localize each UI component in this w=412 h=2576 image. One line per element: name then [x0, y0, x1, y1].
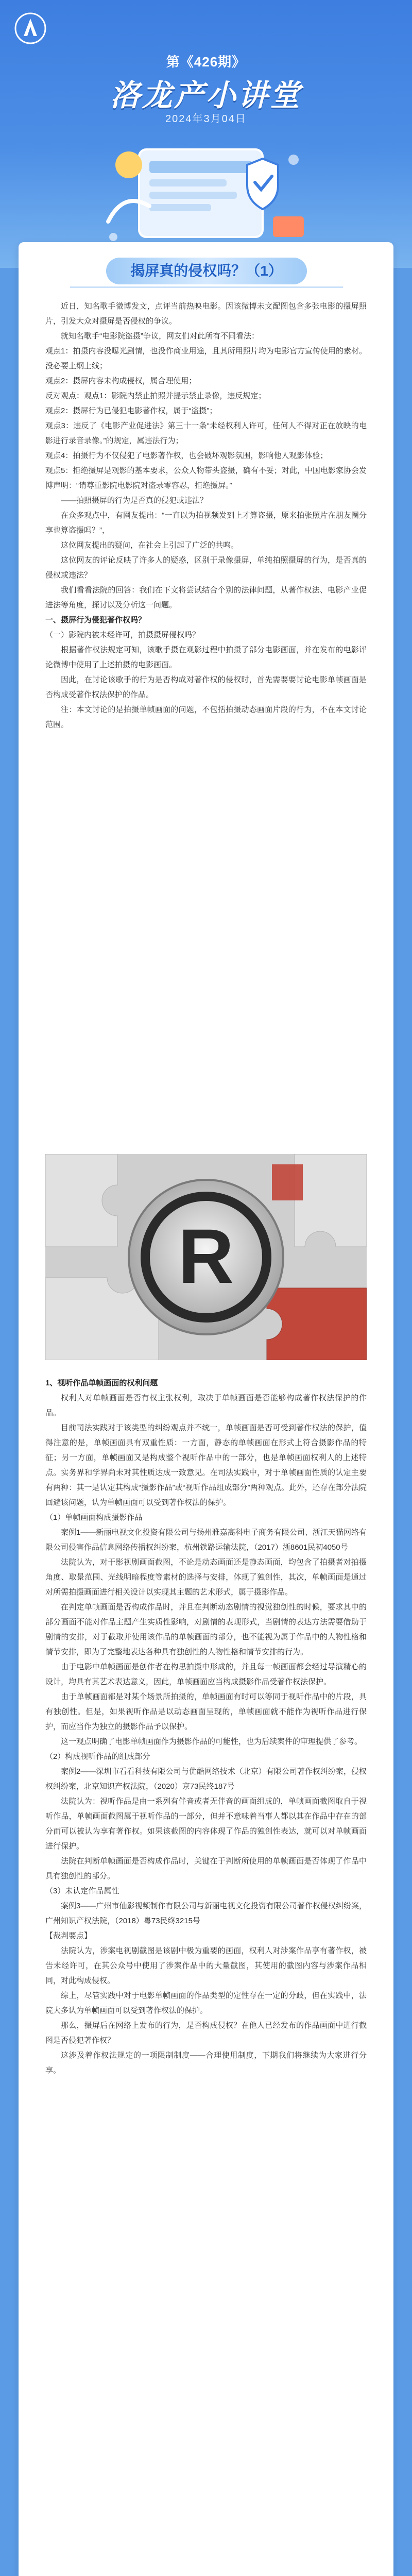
article-paragraph: （3）未认定作品属性 [45, 1887, 119, 1895]
article-paragraph: 法院在判断单帧画面是否构成作品时，关键在于判断所使用的单帧画面是否体现了作品中具有独创性的部分。 [45, 1857, 367, 1880]
article-section-2 [45, 1376, 367, 2078]
article-paragraph: 权利人对单帧画面是否有权主张权利，取决于单帧画面是否能够构成著作权法保护的作品。 [45, 1394, 367, 1417]
article-paragraph: 那么，摄屏后在网络上发布的行为，是否构成侵权？在他人已经发布的作品画面中进行截图是否侵犯著作权？ [45, 2021, 367, 2045]
article-title-banner [106, 258, 307, 284]
article-paragraph: 这位网友的评论反映了许多人的疑惑，区别于录像摄屏，单纯拍照摄屏的行为，是否真的侵权或违法？ [45, 556, 367, 580]
registered-trademark-photo [45, 1154, 367, 1360]
article-paragraph: 观点2：摄屏内容未构成侵权，属合理使用； [45, 377, 197, 385]
article-paragraph: 【裁判要点】 [45, 1931, 92, 1940]
brand-title: 洛龙产小讲堂 [110, 79, 302, 112]
title-underline [70, 286, 343, 288]
svg-text:R: R [178, 1213, 234, 1299]
issue-number: 第《426期》 [166, 54, 246, 70]
article-paragraph: 综上，尽管实践中对于电影单帧画面的作品类型的定性存在一定的分歧，但在实践中，法院大多认为单帧画面可以受到著作权法的保护。 [45, 1991, 367, 2015]
article-paragraph: 案例1——新丽电视文化投资有限公司与扬州雅嘉高科电子商务有限公司、浙江天猫网络有限公司侵害作品信息网络传播权纠纷案，杭州铁路运输法院，（2017）浙8601民初4050号 [45, 1528, 367, 1552]
header-banner [0, 0, 412, 268]
article-paragraph: （1）单帧画面构成摄影作品 [45, 1513, 143, 1522]
article-paragraph: 反对观点：观点1：影院内禁止拍照并提示禁止录像，违反规定； [45, 392, 266, 400]
section-heading: 1、视听作品单帧画面的权利问题 [45, 1379, 158, 1387]
article-paragraph: 观点4：拍摄行为不仅侵犯了电影著作权，也会破坏观影氛围，影响他人观影体验； [45, 451, 328, 460]
article-paragraph: 近日，知名歌手微博发文，点评当前热映电影。因该微博未文配图包含多张电影的摄屏照片，引发大众对摄屏是否侵权的争议。 [45, 302, 367, 326]
article-paragraph: 这一观点明确了电影单帧画面作为摄影作品的可能性，也为后续案件的审理提供了参考。 [61, 1737, 363, 1746]
article-section-1 [45, 299, 367, 732]
article-paragraph: 在判定单帧画面是否构成作品时，并且在判断动态剧情的视觉独创性的时候，要求其中的部分画面不能对作品主题产生实质性影响，对剧情的表现形式，当剧情的表达方法需要借助于剧情的安排，对于截取并使用该作品的单帧画面的部分，也不能视为属于作品中的人物性格和情节安排，即为了完整地表达各种具有独创性的人物性格和情节安排的行为。 [45, 1603, 367, 1656]
article-paragraph: 观点5：拒绝摄屏是观影的基本要求，公众人物带头盗摄，确有不妥；对此，中国电影家协会发博声明：“请尊重影院电影院对盗录零容忍，拒绝摄屏。” [45, 466, 367, 490]
article-paragraph: 观点3：违反了《电影产业促进法》第三十一条“未经权利人许可，任何人不得对正在放映的电影进行录音录像。”的规定，属违法行为； [45, 421, 367, 445]
logo-icon [14, 12, 46, 44]
article-paragraph: 在众多观点中，有网友提出：“一直以为拍视频发到上才算盗摄，原来拍张照片在朋友圈分享也算盗摄吗？”， [45, 511, 367, 535]
article-paragraph: 法院认为，涉案电视剧截图是该剧中极为重要的画面，权利人对涉案作品享有著作权，被告未经许可，在其公众号中使用了涉案作品中的大量截图，其使用的截图内容与涉案作品相同，对此构成侵权。 [45, 1946, 367, 1985]
article-paragraph: 案例2——深圳市看看科技有限公司与优酷网络技术（北京）有限公司著作权纠纷案，侵权权纠纷案，北京知识产权法院，（2020）京73民终187号 [45, 1767, 367, 1791]
article-paragraph: 注：本文讨论的是拍摄单帧画面的问题，不包括拍摄动态画面片段的行为，不在本文讨论范围。 [45, 705, 367, 729]
article-paragraph: 这涉及着作权法规定的一项限制制度——合理使用制度，下期我们将继续为大家进行分享。 [45, 2051, 367, 2075]
article-paragraph: 案例3——广州市仙影视频制作有限公司与新丽电视文化投资有限公司著作权侵权纠纷案，广州知识产权法院，（2018）粤73民终3215号 [45, 1902, 367, 1925]
article-paragraph: 就知名歌手“电影院盗摄”争议，网友们对此所有不同看法： [61, 332, 259, 341]
article-paragraph: 我们看看法院的回答：我们在下文将尝试结合个别的法律问题，从著作权法、电影产业促进法等角度，探讨以及分析这一问题。 [45, 586, 367, 609]
article-paragraph: 法院认为：视听作品是由一系列有伴音或者无伴音的画面组成的，单帧画面截图取自于视听作品，单帧画面截图属于视听作品的一部分，但并不意味着当事人都以其在作品中存在的部分而可以被认为享有著作权。如果该截图的内容体现了作品的独创性表达，就可以对单帧画面进行保护。 [45, 1797, 367, 1851]
article-paragraph: 由于单帧画面都是对某个场景所拍摄的，单帧画面有时可以等同于视听作品中的片段，具有独创性。但是，如果视听作品是以动态画面呈现的，单帧画面就不能作为视听作品进行保护，而应当作为独立的摄影作品予以保护。 [45, 1692, 367, 1731]
registered-trademark-icon [45, 1154, 367, 1360]
article-paragraph: 因此，在讨论该歌手的行为是否构成对著作权的侵权时，首先需要要讨论电影单帧画面是否构成受著作权法保护的作品。 [45, 675, 367, 699]
issue-date: 2024年3月04日 [165, 113, 247, 125]
article-paragraph: 法院认为，对于影视剧画面截图，不论是动态画面还是静态画面，均包含了拍摄者对拍摄角度、取景范围、光线明暗程度等素材的选择与安排，体现了独创性，其次，单帧画面是通过对所需拍摄画面进行相关设计以实现其主题的艺术形式，属于摄影作品。 [45, 1558, 367, 1597]
article-paragraph: （2）构成视听作品的组成部分 [45, 1752, 150, 1761]
article-paragraph: 根据著作权法规定可知，该歌手摄在观影过程中拍摄了部分电影画面，并在发布的电影评论微博中使用了上述拍摄的电影画面。 [45, 646, 367, 669]
section-heading: 一、摄屏行为侵犯著作权吗？ [45, 616, 146, 624]
article-paragraph: 观点2：摄屏行为已侵犯电影著作权，属于“盗摄”； [45, 406, 217, 415]
article-paragraph: ——拍照摄屏的行为是否真的侵犯或违法？ [61, 496, 208, 505]
article-paragraph: 观点1：拍摄内容没曝光剧情，也没作商业用途，且其所用照片均为电影官方宣传使用的素材。没必要上纲上线； [45, 347, 367, 370]
article-paragraph: 目前司法实践对于该类型的纠纷观点并不统一，单帧画面是否可受到著作权法的保护，值得注意的是，单帧画面具有双重性质：一方面，静态的单帧画面在形式上符合摄影作品的特征；另一方面，单帧画面又是构成整个视听作品中的一部分，也是单帧画面权利人的上述特点。实务界和学界尚未对其性质达成一致意见。在司法实践中，对于单帧画面性质的认定主要有两种：其一是认定其构成“摄影作品”或“视听作品组成部分”两种观点。此外，还存在部分法院回避该问题，认为单帧画面可以受到著作权法的保护。 [45, 1423, 367, 1507]
article-title: 揭屏真的侵权吗？（1） [130, 263, 283, 279]
article-paragraph: 这位网友提出的疑问，在社会上引起了广泛的共鸣。 [61, 541, 239, 550]
article-paragraph: （一）影院内被未经许可，拍摄摄屏侵权吗？ [45, 631, 200, 639]
article-paragraph: 由于电影中单帧画面是创作者在构思拍摄中形成的，并且每一帧画面都会经过导演精心的设计，均具有其艺术表达意义，因此，单帧画面应当构成摄影作品受著作权法保护。 [45, 1663, 367, 1686]
content-card [19, 242, 393, 2576]
